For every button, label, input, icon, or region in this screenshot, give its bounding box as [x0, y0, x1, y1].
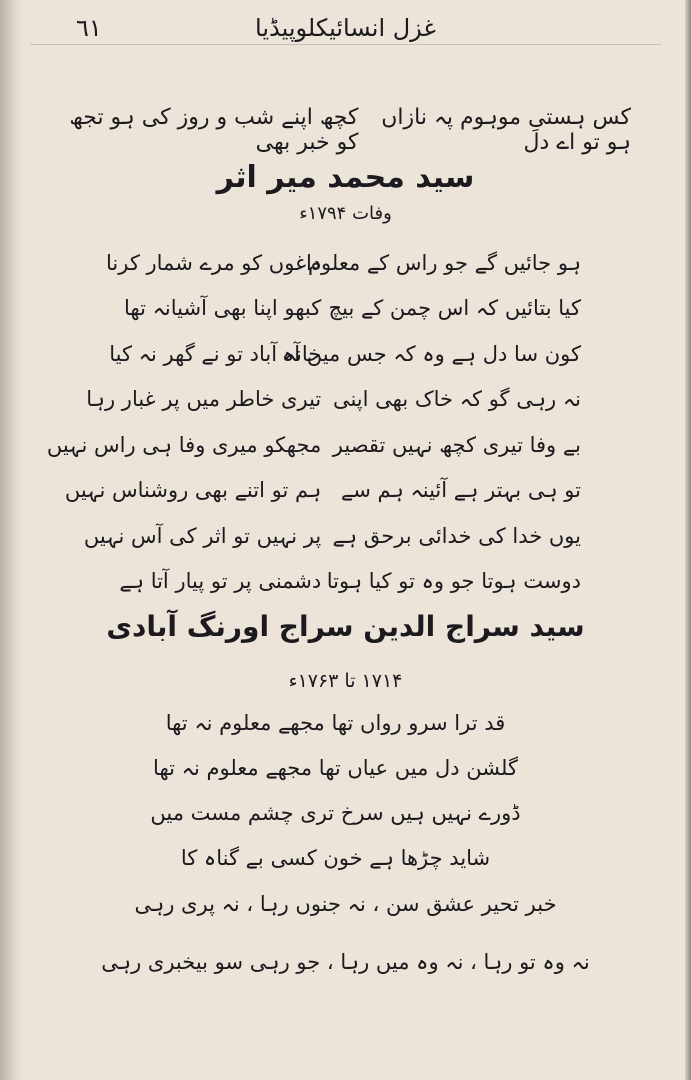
- couplet-left-misra: کچھ اپنے شب و روز کی ہو تجھ کو خبر بھی: [69, 105, 359, 155]
- verse-left: ہم تو اتنے بھی روشناس نہیں: [64, 478, 322, 503]
- verse-right: دوست ہوتا جو وہ تو کیا ہوتا: [326, 569, 581, 594]
- verse-row: [83, 513, 581, 559]
- verse-line: نہ وہ تو رہا ، نہ وہ میں رہا ، جو رہی سو بیخبری رہی: [101, 950, 590, 974]
- ghazal-2: [140, 700, 531, 880]
- verse-right: یوں خدا کی خدائی برحق ہے: [332, 523, 581, 548]
- verse-row: [100, 286, 581, 332]
- verse-row: [64, 468, 581, 514]
- verse-row: [100, 240, 581, 286]
- poet-dates-2: ۱۷۱۴ تا ۱۷۶۳ء: [288, 670, 403, 692]
- verse-left: مجھکو میری وفا ہی راس نہیں: [46, 432, 322, 457]
- verse-right: تو ہی بہتر ہے آئینہ ہم سے: [340, 478, 581, 503]
- verse-row: [100, 559, 581, 605]
- verse-right: بے وفا تیری کچھ نہیں تقصیر: [332, 432, 581, 457]
- verse-right: ہو جائیں گے جو راس کے معلوم: [308, 250, 581, 275]
- page-number: ٦١: [76, 14, 102, 42]
- verse-right: نہ رہی گو کہ خاک بھی اپنی: [332, 387, 581, 412]
- ghazal-1: [46, 240, 581, 604]
- header-divider: [30, 44, 661, 45]
- verse-left: تیری خاطر میں پر غبار رہا: [86, 387, 322, 412]
- ghazal-2-closing: [101, 875, 590, 991]
- poet-dates-1: وفات ۱۷۹۴ء: [299, 203, 392, 224]
- verse-row: [100, 331, 581, 377]
- opening-couplet: [60, 105, 631, 155]
- verse-row: [46, 422, 581, 468]
- verse-right: کون سا دل ہے وہ کہ جس میں آہ: [281, 341, 581, 366]
- verse-left: کبھو اپنا بھی آشیانہ تھا: [124, 296, 322, 321]
- poet-heading-2: سید سراج الدین سراج اورنگ آبادی: [106, 610, 585, 643]
- verse-left: پر نہیں تو اثر کی آس نہیں: [83, 523, 322, 548]
- verse-left: خانہ آباد تو نے گھر نہ کیا: [109, 341, 322, 366]
- verse-row: [86, 377, 581, 423]
- verse-line: خبر تحیر عشق سن ، نہ جنوں رہا ، نہ پری رہی: [134, 892, 557, 916]
- couplet-right-misra: کس ہستیِ موہوم پہ نازاں ہو تو اے دل: [381, 105, 631, 155]
- verse-line: ڈورے نہیں ہیں سرخ تری چشم مست میں: [150, 800, 521, 825]
- verse-left: دشمنی پر تو پیار آتا ہے: [119, 569, 322, 594]
- verse-left: داغوں کو مرے شمار کرنا: [106, 250, 322, 275]
- verse-line: گلشن دل میں عیاں تھا مجھے معلوم نہ تھا: [153, 755, 518, 780]
- verse-line: شاید چڑھا ہے خون کسی بے گناہ کا: [180, 845, 491, 870]
- verse-line: قد ترا سرو رواں تھا مجھے معلوم نہ تھا: [165, 710, 506, 735]
- poet-heading-1: سید محمد میر اثر: [216, 160, 475, 195]
- verse-right: کیا بتائیں کہ اس چمن کے بیچ: [328, 296, 581, 321]
- running-title: غزل انسائیکلوپیڈیا: [255, 14, 436, 42]
